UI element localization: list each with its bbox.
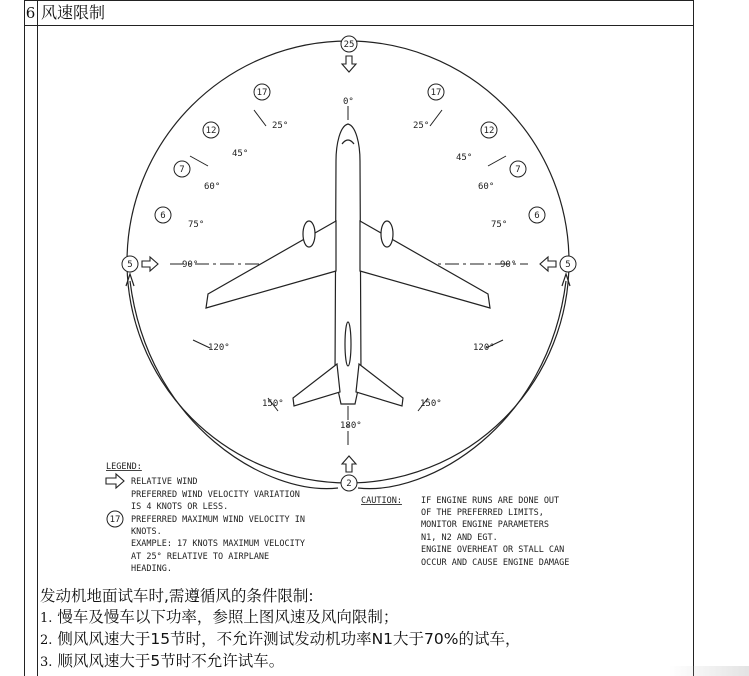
row-number: 6	[24, 1, 38, 25]
wind-limit-side-left: 5	[127, 260, 133, 270]
angle-60-right: 60°	[478, 182, 495, 192]
wind-arrow-top-icon	[342, 56, 356, 72]
wind-limit-75-right: 6	[534, 211, 540, 221]
wind-limit-bottom: 2	[346, 479, 352, 489]
wind-arrow-left-icon	[142, 257, 158, 271]
angle-150-left: 150°	[262, 399, 284, 409]
airplane-icon	[206, 124, 490, 406]
table-header-row	[24, 0, 694, 26]
caution-line-5: ENGINE OVERHEAT OR STALL CAN	[421, 545, 565, 555]
angle-150-right: 150°	[420, 399, 442, 409]
angle-60-left: 60°	[204, 182, 221, 192]
caution-line-4: N1, N2 AND EGT.	[421, 533, 498, 543]
caution-line-2: OF THE PREFERRED LIMITS,	[421, 508, 544, 518]
legend-arrow-icon	[106, 474, 124, 488]
legend-example-2: AT 25° RELATIVE TO AIRPLANE	[131, 552, 270, 562]
wind-limit-60-left: 7	[179, 165, 185, 175]
angle-25-right: 25°	[413, 121, 430, 131]
angle-120-left: 120°	[208, 343, 230, 353]
tailwind-arc	[130, 281, 338, 489]
angle-90-right: 90°	[500, 260, 517, 270]
angle-0: 0°	[343, 97, 354, 107]
legend-title: LEGEND:	[106, 462, 142, 472]
angle-75-right: 75°	[491, 220, 508, 230]
wind-limit-45-left: 12	[205, 126, 217, 136]
note-item: 1. 慢车及慢车以下功率，参照上图风速及风向限制；	[40, 608, 399, 626]
wind-limit-45-right: 12	[483, 126, 495, 136]
angle-120-right: 120°	[473, 343, 495, 353]
legend-max-1: PREFERRED MAXIMUM WIND VELOCITY IN	[131, 515, 305, 525]
note-item: 3. 顺风风速大于5节时不允许试车。	[40, 652, 285, 670]
angle-90-left: 90°	[182, 260, 199, 270]
wind-arrow-bottom-icon	[342, 456, 356, 472]
notes-block	[40, 586, 690, 673]
wind-limit-60-right: 7	[515, 165, 521, 175]
angle-45-right: 45°	[456, 153, 473, 163]
legend-variation-2: IS 4 KNOTS OR LESS.	[131, 502, 229, 512]
legend-max-2: KNOTS.	[131, 527, 162, 537]
note-item: 2. 侧风风速大于15节时，不允许测试发动机功率N1大于70%的试车，	[40, 630, 521, 648]
angle-45-left: 45°	[232, 149, 249, 159]
angle-180: 180°	[340, 421, 362, 431]
legend-sample-circle: 17	[109, 515, 121, 525]
wind-arrow-right-icon	[540, 257, 556, 271]
angle-75-left: 75°	[188, 220, 205, 230]
wind-limit-25-left: 17	[256, 88, 268, 98]
legend-example-3: HEADING.	[131, 564, 172, 574]
caution-line-6: OCCUR AND CAUSE ENGINE DAMAGE	[421, 558, 570, 568]
scroll-shadow	[669, 666, 749, 676]
section-title: 风速限制	[41, 3, 106, 22]
caution-line-1: IF ENGINE RUNS ARE DONE OUT	[421, 496, 560, 506]
wind-limit-side-right: 5	[565, 260, 571, 270]
legend-example-1: EXAMPLE: 17 KNOTS MAXIMUM VELOCITY	[131, 539, 305, 549]
wind-limit-diagram	[38, 26, 690, 586]
caution-label: CAUTION:	[361, 496, 402, 506]
angle-25-left: 25°	[272, 121, 289, 131]
legend-variation-1: PREFERRED WIND VELOCITY VARIATION	[131, 490, 300, 500]
wind-limit-25-right: 17	[430, 88, 442, 98]
wind-limit-75-left: 6	[160, 211, 166, 221]
caution-line-3: MONITOR ENGINE PARAMETERS	[421, 520, 549, 530]
notes-intro: 发动机地面试车时,需遵循风的条件限制:	[40, 587, 314, 605]
legend-relative-wind: RELATIVE WIND	[131, 477, 198, 487]
wind-limit-top: 25	[343, 40, 355, 50]
